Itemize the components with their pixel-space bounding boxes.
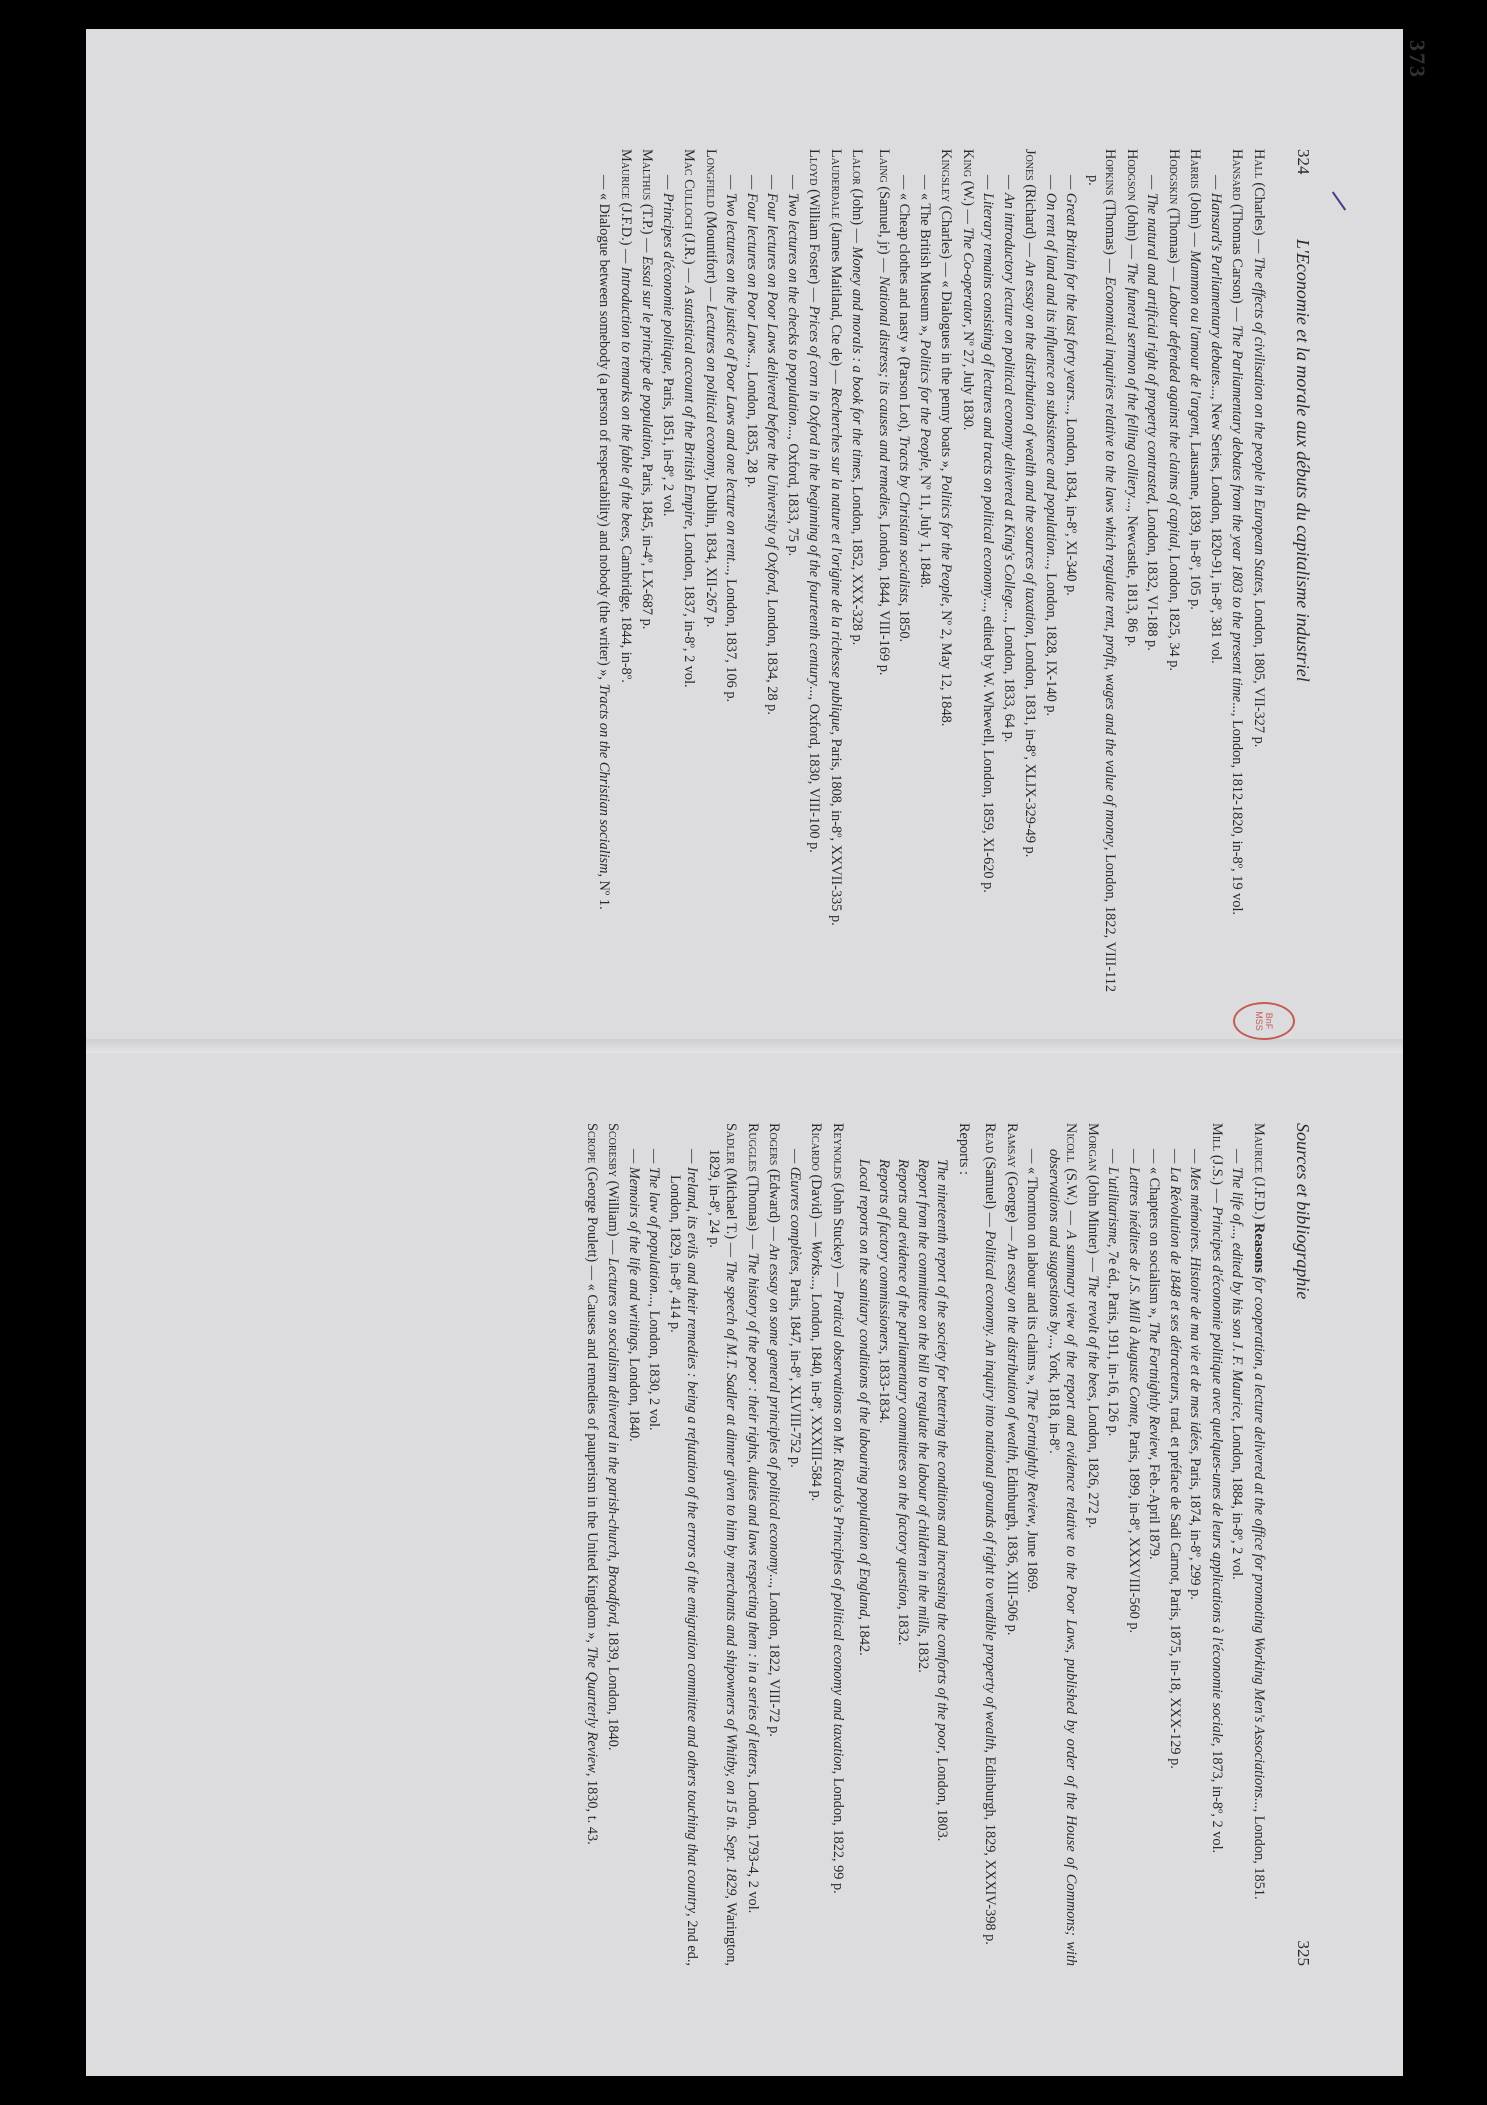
bibliography-entry: Scrope (George Poulett) — « Causes and remedies of pauperism in the United Kingdom », The Quarterly Review, 1830, t. 43. bbox=[584, 1123, 600, 1845]
left-page-header bbox=[1285, 149, 1313, 992]
left-running-title: L'Economie et la morale aux débuts du capitalisme industriel bbox=[1293, 239, 1313, 682]
bibliography-entry: — The life of..., edited by his son J. F. Maurice, London, 1884, in-8º, 2 vol. bbox=[1229, 1149, 1246, 1580]
bibliography-entry: — « Thornton on labour and its claims », The Fortnightly Review, June 1869. bbox=[1024, 1149, 1041, 1593]
bibliography-entry: — Œuvres complètes, Paris, 1847, in-8º, XLVIII-752 p. bbox=[787, 1149, 803, 1468]
bibliography-entry: — Four lectures on Poor Laws delivered before the University of Oxford, London, 1834, 28 p. bbox=[764, 175, 781, 715]
bibliography-entry: Ruggles (Thomas) — The history of the poor : their rights, duties and laws respecting them : in a series of letters, London, 1793-4, 2 vol. bbox=[745, 1123, 761, 1914]
bibliography-entry: Mac Culloch (J.R.) — A statistical account of the British Empire, London, 1837, in-8º, 2 vol. bbox=[681, 149, 698, 688]
bibliography-entry: — Literary remains consisting of lectures and tracts on political economy..., edited by W. Whewell, London, 1859, XI-620 p. bbox=[980, 175, 997, 893]
left-bibliography-list bbox=[595, 149, 1267, 992]
bibliography-entry: — Two lectures on the checks to population..., Oxford, 1833, 75 p. bbox=[785, 175, 801, 557]
left-page-number: 324 bbox=[1294, 149, 1313, 175]
bibliography-entry: Mill (J.S.) — Principes d'économie politique avec quelques-unes de leurs applications à l'économie sociale, 1873, in-8º, 2 vol. bbox=[1209, 1123, 1225, 1854]
folio-stamp: 373 bbox=[1405, 40, 1430, 79]
bibliography-entry: — « Dialogue between somebody (a person of respectability) and nobody (the writer) », Tracts on the Christian socialism, Nº 1. bbox=[596, 175, 613, 910]
bibliography-entry: — La Révolution de 1848 et ses détracteurs, trad. et préface de Sadi Carnot, Paris, 1875, in-18, XXX-129 p. bbox=[1167, 1149, 1183, 1769]
bibliography-entry: — « Cheap clothes and nasty » (Parson Lot), Tracts by Christian socialists, 1850. bbox=[896, 175, 913, 643]
bibliography-entry: Sadler (Michael T.) — The speech of M.T. Sadler at dinner given to him by merchants and shipowners of Whitby, on 15 th. Sept. 1829, Warington, 1829, in-8º, 24 p. bbox=[706, 1123, 740, 1966]
bibliography-entry: Reports of factory commissioners, 1833-1834. bbox=[876, 1159, 892, 1424]
bibliography-entry: Hodgson (John) — The funeral sermon of the felling colliery..., Newcastle, 1813, 86 p. bbox=[1124, 149, 1140, 647]
bibliography-entry: — « The British Museum », Politics for the People, Nº 11, July 1, 1848. bbox=[917, 175, 933, 589]
bibliography-entry: Longfield (Mountifort) — Lectures on political economy, Dublin, 1834, XII-267 p. bbox=[703, 149, 719, 628]
right-page bbox=[86, 1053, 1403, 2076]
bibliography-entry: Nicoll (S.W.) — A summary view of the report and evidence relative to the Poor Laws, published by order of the House of Commons; with observations and suggestions by..., York, 1818, in-8º. bbox=[1046, 1123, 1080, 1966]
bibliography-entry: Ricardo (David) — Works..., London, 1840, in-8º, XXXIII-584 p. bbox=[808, 1123, 825, 1502]
bibliography-entry: Reports and evidence of the parliamentary committees on the factory question, 1832. bbox=[895, 1159, 912, 1646]
bibliography-entry: Local reports on the sanitary conditions of the labouring population of England, 1842. bbox=[856, 1159, 873, 1656]
bibliography-entry: — On rent of land and its influence on subsistence and population..., London, 1828, IX-140 p. bbox=[1043, 175, 1059, 717]
bibliography-entry: Hodgskin (Thomas) — Labour defended against the claims of capital, London, 1825, 34 p. bbox=[1166, 149, 1182, 671]
bibliography-entry: Jones (Richard) — An essay on the distribution of wealth and the sources of taxation, London, 1831, in-8º, XLIX-329-49 p. bbox=[1022, 149, 1039, 858]
book-spread bbox=[86, 29, 1403, 2076]
right-bibliography-list bbox=[583, 1123, 1268, 1966]
bibliography-entry: Morgan (John Minter) — The revolt of the bees, London, 1826, 272 p. bbox=[1085, 1123, 1101, 1529]
left-page bbox=[86, 29, 1403, 1052]
right-page-number: 325 bbox=[1294, 1940, 1313, 1966]
right-page-header bbox=[1285, 1123, 1313, 1966]
library-stamp: BnF MSS bbox=[1233, 1002, 1295, 1040]
bibliography-entry: Hopkins (Thomas) — Economical inquiries relative to the laws which regulate rent, profit, wages and the value of money, London, 1822, VIII-112 p. bbox=[1085, 149, 1119, 992]
bibliography-entry: Maurice (J.F.D.) Reasons for cooperation, a lecture delivered at the office for promoting Working Men's Associations..., London, 1851. bbox=[1251, 1123, 1267, 1900]
bibliography-entry: — Two lectures on the justice of Poor Laws and one lecture on rent..., London, 1837, 106 p. bbox=[723, 175, 740, 703]
bibliography-entry: Report from the committee on the bill to regulate the labour of children in the mills, 1832. bbox=[915, 1159, 931, 1673]
bibliography-entry: Read (Samuel) — Political economy. An inquiry into national grounds of right to vendible property of wealth, Edinburgh, 1829, XXXIV-398 p. bbox=[982, 1123, 999, 1945]
bibliography-entry: King (W.) — The Co-operator, Nº 27, July 1830. bbox=[960, 149, 976, 431]
bibliography-entry: Reports : bbox=[956, 1123, 972, 1176]
bibliography-entry: — Ireland, its evils and their remedies : being a refutation of the errors of the emigration committee and others touching that country, 2nd ed., London, 1829, in-8º, 414 p. bbox=[667, 1149, 701, 1967]
bibliography-entry: Ramsay (George) — An essay on the distribution of wealth, Edinburgh, 1836, XIII-506 p. bbox=[1004, 1123, 1020, 1636]
bibliography-entry: — « Chapters on socialism », The Fortnightly Review, Feb.-April 1879. bbox=[1146, 1149, 1163, 1560]
bibliography-entry: Scoresby (William) — Lectures on socialism delivered in the parish-church, Broadford, 1839, London, 1840. bbox=[605, 1123, 622, 1751]
right-running-title: Sources et bibliographie bbox=[1293, 1123, 1313, 1300]
bibliography-entry: Laing (Samuel, jr) — National distress; its causes and remedies, London, 1844, VIII-169 p. bbox=[876, 149, 892, 676]
bibliography-entry: — The law of population..., London, 1830, 2 vol. bbox=[646, 1149, 663, 1431]
bibliography-entry: — L'utilitarisme, 7e éd., Paris, 1911, in-16, 126 p. bbox=[1105, 1149, 1122, 1437]
bibliography-entry: — Hansard's Parliamentary debates..., New Series, London, 1820-91, in-8º, 381 vol. bbox=[1208, 175, 1224, 664]
bibliography-entry: Reynolds (John Stuckey) — Pratical observations on Mr. Ricardo's Principles of political economy and taxation, London, 1822, 99 p. bbox=[830, 1123, 846, 1894]
bibliography-entry: Lloyd (William Foster) — Prices of corn in Oxford in the beginning of the fourteenth century..., Oxford, 1830, VIII-100 p. bbox=[806, 149, 823, 853]
bibliography-entry: Rogers (Edward) — An essay on some general principles of political economy..., London, 1822, VIII-72 p. bbox=[766, 1123, 783, 1737]
bibliography-entry: Malthus (T.P.) — Essai sur le principe de population, Paris, 1845, in-4º, LX-687 p. bbox=[639, 149, 656, 630]
bibliography-entry: — Great Britain for the last forty years..., London, 1834, in-8º, XI-340 p. bbox=[1063, 175, 1080, 596]
bibliography-entry: Lalor (John) — Money and morals : a book for the times, London, 1852, XXX-328 p. bbox=[849, 149, 866, 646]
bibliography-entry: Maurice (J.F.D.) — Introduction to remarks on the fable of the bees, Cambridge, 1844, in-8º. bbox=[618, 149, 634, 683]
bibliography-entry: — Lettres inédites de J.S. Mill à Auguste Comte, Paris, 1899, in-8º, XXXVIII-560 p. bbox=[1126, 1149, 1142, 1634]
bibliography-entry: — An introductory lecture on political economy delivered at King's College..., London, 1833, 64 p. bbox=[1001, 175, 1017, 743]
bibliography-entry: — Four lectures on Poor Laws..., London, 1835, 28 p. bbox=[744, 175, 760, 488]
bibliography-entry: — Mes mémoires. Histoire de ma vie et de mes idées, Paris, 1874, in-8º, 299 p. bbox=[1187, 1149, 1204, 1600]
bibliography-entry: Hall (Charles) — The effects of civilisation on the people in European States, London, 1805, VII-327 p. bbox=[1251, 149, 1267, 748]
bibliography-entry: Kingsley (Charles) — « Dialogues in the penny boats », Politics for the People, Nº 2, May 12, 1848. bbox=[938, 149, 955, 727]
bibliography-entry: — Principes d'économie politique, Paris, 1851, in-8º, 2 vol. bbox=[660, 175, 676, 517]
bibliography-entry: The nineteenth report of the society for bettering the conditions and increasing the comforts of the poor, London, 1803. bbox=[934, 1159, 951, 1842]
bibliography-entry: Hansard (Thomas Carson) — The Parliamentary debates from the year 1803 to the present time..., London, 1812-1820, in-8º, 19 vol. bbox=[1229, 149, 1246, 916]
bibliography-entry: — The natural and artificial right of property contrasted, London, 1832, VI-188 p. bbox=[1144, 175, 1161, 651]
bibliography-entry: — Memoirs of the life and writings, London, 1840. bbox=[626, 1149, 642, 1442]
bibliography-entry: Harris (John) — Mammon ou l'amour de l'argent, Lausanne, 1839, in-8º, 105 p. bbox=[1187, 149, 1204, 610]
bibliography-entry: Lauderdale (James Maitland, Cte de) — Recherches sur la nature et l'origine de la richesse publique, Paris, 1808, in-8º, XXVII-335 p. bbox=[828, 149, 844, 926]
